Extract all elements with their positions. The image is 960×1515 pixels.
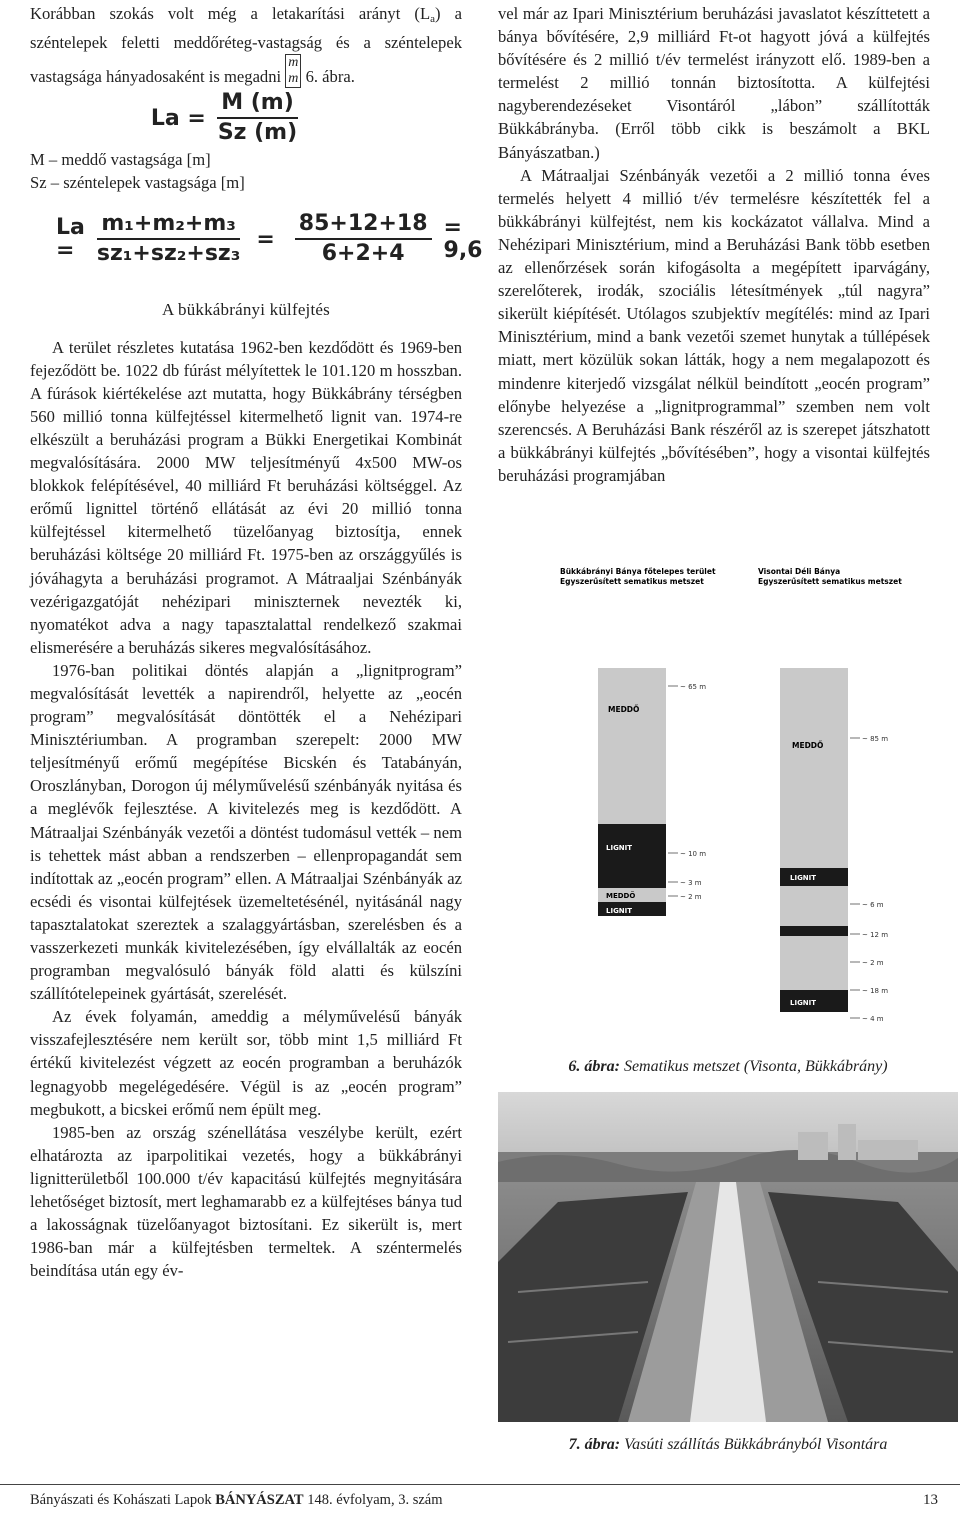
layer-label: LIGNIT [790, 999, 817, 1007]
thickness-label: ~ 85 m [862, 735, 889, 743]
definition-seams: Sz – széntelepek vastagsága [m] [30, 173, 245, 193]
paragraph: Az évek folyamán, ameddig a mélyművelésű bányák visszafejlesztésére nem került sor, több mint 1,5 milliárd Ft értékű kivitelezést végzett az eocén programban a beruházók legnagyobb megelégedésére. Végül is az „eocén program” megbukott, a bicskei erőmű nem épült meg. [30, 1007, 462, 1119]
page-number: 13 [923, 1492, 938, 1508]
layer-label: MEDDŐ [608, 705, 640, 714]
stripping-ratio-calculation: La = $\frac{\text{m₁+m₂+m₃}}{\text{sz₁+sz₂+sz₃}}$ = $\frac{85+12+18}{6+2+4}$ = 9,6 [56, 211, 483, 267]
meddo-layer [780, 936, 848, 990]
intro-paragraph: Korábban szokás volt még a letakarítási arányt $(L_a)$ a széntelepek feletti meddőréteg-vastagság és a széntelepek vastagsága hányadosaként is megadni m m 6. ábra. [30, 4, 463, 87]
layer-label: MEDDŐ [606, 892, 636, 900]
layer-label: LIGNIT [790, 874, 817, 882]
paragraph: A Mátraaljai Szénbányák vezetői a 2 millió tonna éves termelés helyett 4 millió t/év termelésre készítették fel a bükkábrányi külfejtést, nem kis kockázatot vállalva. Mind a Nehézipari Minisztérium, mind a Beruházási Bank több esetben az ellenőrzések során kifogásolta a megépített iparvágány, szerelőterek, irodák, szociális létesítmények „túl nagyra” sikerült kiépítését. Utólagos szubjektív megítélés: mind az Ipari Minisztérium, mind a bank vezetői szemet hunytak a túllépések miatt, mert közülük sokan látták, hogy a nem megalapozott és mindenre kiterjedő vizsgálat nélkül beindított „eocén program” előnybe helyezése a „lignitprogrammal” szemben nem volt szerencsés. A Beruházási Bank részéről az is szerepet játszhatott a bükkábrányi külfejtés „bővítésében”, hogy a visontai külfejtés beruházási programjában [498, 165, 930, 485]
ratio-symbol: m m [285, 54, 301, 88]
meddo-layer [598, 668, 666, 824]
paragraph: 1976-ban politikai döntés alapján a „lignitprogram” megvalósítását levették a napirendről, helyette az „eocén program” megvalósítását döntötték el a Nehézipari Minisztériumban. A programban szerepelt: 2000 MW teljesítményű erőmű megépítése Bicskén és Tatabányán, Oroszlányban, Dorogon új mélyművelésű szénbányák nyitása és a meglévők fejlesztése. A kivitelezés meg is kezdődött. A Mátraaljai Szénbányák vezetői a döntést tudomásul vették – nem is tehettek mást abban a rendszerben – ellenpropagandát sem indítottak az „eocén program” ellen. A Mátraaljai Szénbányák az ecsédi és visontai külfejtések üzemeltetésénél, nyitásánál nagy tapasztalatokat szereztek a szalaggyártásban, szerelésben és a vasszerkezeti munkák kivitelezésében, így elvállalták az eocén programban megvalósuló bányák föld alatti és külszíni szállítótelepeinek gyártását, szerelését. [30, 660, 462, 1004]
thickness-label: ~ 12 m [862, 931, 889, 939]
figure-7-caption: 7. ábra: Vasúti szállítás Bükkábrányból Visontára [568, 1436, 888, 1453]
thickness-label: ~ 65 m [680, 683, 707, 691]
thickness-label: ~ 3 m [680, 879, 702, 887]
left-column [30, 2, 483, 1282]
thickness-label: ~ 2 m [862, 959, 884, 967]
schematic-cross-section-figure [540, 558, 920, 1048]
paragraph: A terület részletes kutatása 1962-ben kezdődött és 1969-ben fejeződött be. 1022 db fúrást mélyítettek le 101.120 m hosszban. A fúrások kiértékelése azt mutatta, hogy Bükkábrány térségben 560 millió tonna külfejtéssel kitermelhető lignit van. 1974-re elkészült a beruházási program a Bükki Energetikai Kombinát megvalósítására. 2000 MW teljesítményű 4x500 MW-os blokkok felépítésével, 40 milliárd Ft beruházási költséggel. Az erőmű lignittel történő ellátását az évi 20 millió tonna külfejtéssel kitermelhető tüzelőanyag biztosítja, ennek beruházási költsége 20 milliárd Ft. 1975-ben az országgyűlés is jóváhagyta a beruházási programot. A Mátraaljai Szénbányák vezérigazgatóját nehézipari miniszternek nevezték ki, nyomatékot adva a nagy tapasztalattal rendelkező szakmai elismerésére a beruházás sikeres megvalósításához. [30, 337, 462, 657]
footer-divider [0, 1484, 960, 1485]
paragraph: vel már az Ipari Minisztérium beruházási javaslatot készíttetett a bánya bővítésére, 2,9 milliárd Ft-ot hagyott jóvá a külfejtés bővítésére és 2 millió t/év termelést irányzott elő. 1989-ben a termelést 2 millió tonnán biztosította. A külfejtési nagyberendezéseket Visontáról „lábon” szállították Bükkábrányba. (Erről több cikk is beszámolt a BKL Bányászatban.) [498, 4, 930, 162]
figure-6-caption: 6. ábra: Sematikus metszet (Visonta, Bükkábrány) [568, 1058, 888, 1075]
definition-overburden: M – meddő vastagsága [m] [30, 150, 211, 170]
section-heading: A bükkábrányi külfejtés [162, 300, 330, 320]
meddo-layer [780, 668, 848, 868]
stripping-ratio-formula: La = $\frac{M (m)}{Sz (m)}$ [150, 90, 298, 146]
right-column [498, 2, 930, 487]
thickness-label: ~ 4 m [862, 1015, 884, 1023]
layer-label: MEDDŐ [792, 741, 824, 750]
left-section-title: Bükkábrányi Bánya főtelepes terület [560, 567, 716, 576]
layer-label: LIGNIT [606, 907, 633, 915]
right-section-subtitle: Egyszerűsített sematikus metszet [758, 577, 902, 586]
lignit-layer [598, 824, 666, 888]
meddo-layer [780, 886, 848, 926]
thickness-label: ~ 10 m [680, 850, 707, 858]
thickness-label: ~ 6 m [862, 901, 884, 909]
thickness-label: ~ 2 m [680, 893, 702, 901]
right-section-title: Visontai Déli Bánya [758, 567, 841, 576]
layer-label: LIGNIT [606, 844, 633, 852]
thickness-label: ~ 18 m [862, 987, 889, 995]
paragraph: 1985-ben az ország szénellátása veszélybe került, ezért elhatározta az iparpolitikai vezetés, hogy a bükkábrányi lignitterületből 100.000 t/év kapacitású külfejtés megnyitására lehetőséget biztosít, mert leghamarabb ez a külfejtéses bánya tud a lakosságnak tüzelőanyagot biztosítani. Ez sikerült is, mert 1986-ban már a külfejtésben termeltek. A széntermelés beindítása után egy év- [30, 1122, 462, 1281]
lignit-layer [780, 926, 848, 936]
left-section-subtitle: Egyszerűsített sematikus metszet [560, 577, 704, 586]
footer-journal: Bányászati és Kohászati Lapok BÁNYÁSZAT 148. évfolyam, 3. szám [30, 1492, 443, 1508]
railway-transport-photo [498, 1092, 958, 1422]
